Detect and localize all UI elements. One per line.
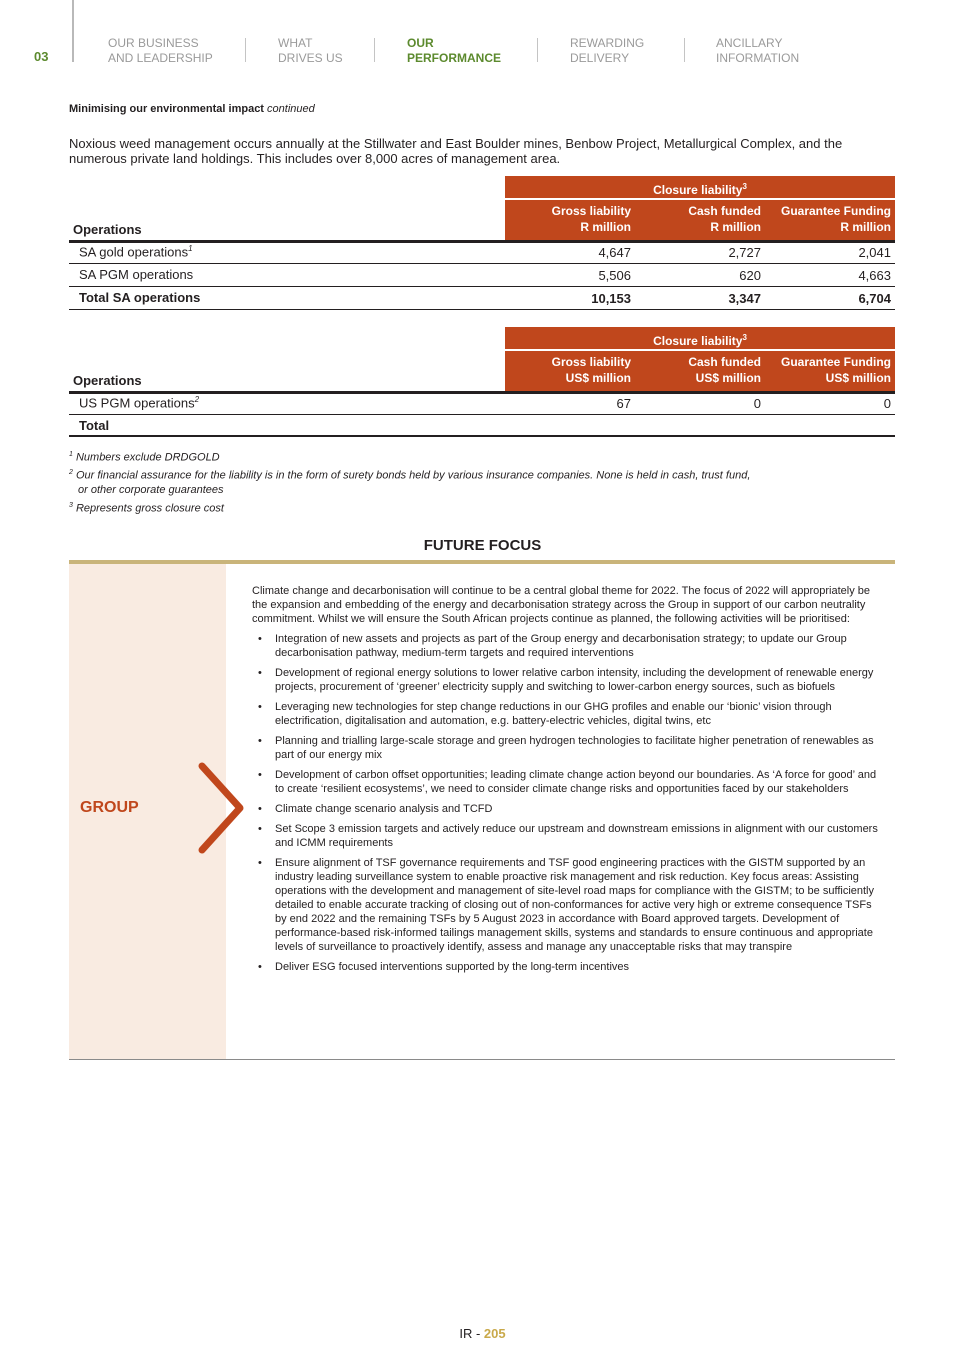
list-item: • Deliver ESG focused interventions supported by the long-term incentives [258,961,630,973]
page-footer [0,1326,965,1341]
future-focus-bottom-rule [69,1059,895,1060]
header-line: R million [710,220,761,234]
page-number: 03 [34,49,49,64]
header-line: US$ million [825,371,891,385]
row-divider [69,286,895,287]
nav-our-performance[interactable] [407,36,501,66]
cell-guarantee: 6,704 [858,291,891,306]
future-focus-intro: Climate change and decarbonisation will continue to be a central global theme for 2022. The focus of 2022 will appropriately be the expansion and embedding of the energy and decarbonisation strategy across the Group in support of our carbon neutrality commitment. Whilst we will ensure the South African projects continue as planned, the following activities will be prioritised: [252,585,871,625]
footnote-2: $^2$ Our financial assurance for the liability is in the form of surety bonds held by various insurance companies. None is held in cash, trust fund, or other corporate guarantees [69,469,751,496]
cell-guarantee: 0 [883,396,891,411]
nav-separator [537,38,538,62]
list-item: • Integration of new assets and projects as part of the Group energy and decarbonisation strategy; to update our Group decarbonisation pathway, medium-term targets and required interventions [258,633,847,659]
section-title-continued: continued [267,103,315,115]
nav-label: DELIVERY [570,51,630,65]
header-guarantee-funding [781,354,891,386]
header-line: R million [840,220,891,234]
table-row-label: SA PGM operations [79,267,194,282]
cell-gross: 4,647 [598,245,631,260]
nav-separator [374,38,375,62]
chevron-right-icon [194,760,250,860]
closure-liability-table-us [69,327,895,439]
header-rule [69,391,895,394]
table-row-label: SA gold operations$^1$ [79,244,193,260]
future-focus-title: FUTURE FOCUS [423,537,542,554]
band-title-text: Closure liability [653,183,743,197]
list-item: • Set Scope 3 emission targets and actively reduce our upstream and downstream emissions in alignment with our customers and ICMM requirements [258,823,878,849]
header-line: Gross liability [551,355,631,369]
footnote-3: $^3$ Represents gross closure cost [69,502,224,515]
nav-label: WHAT [278,36,313,50]
list-item: • Planning and trialling large-scale storage and green hydrogen technologies to facilitate higher penetration of renewables as part of our energy mix [258,735,874,761]
nav-what-drives-us[interactable] [278,36,343,66]
band-title-sup: 3 [742,182,747,191]
header-guarantee-funding [781,203,891,235]
table-row-label: Total SA operations [79,290,201,305]
section-title [69,103,315,115]
section-title-main: Minimising our environmental impact [69,103,264,115]
operations-label: Operations [73,222,142,237]
footnote-2-continued: or other corporate guarantees [78,483,224,496]
group-label: GROUP [80,799,139,816]
list-item: • Leveraging new technologies for step change reductions in our GHG profiles and enable our ‘bionic’ vision through electrification, digitalisation and automation, e.g. battery-electric vehicles, digital twins, etc [258,701,832,727]
intro-paragraph: Noxious weed management occurs annually at the Stillwater and East Boulder mines, Benbow Project, Metallurgical Complex, and the numerous private land holdings. This includes over 8,000 acres of management area. [69,136,843,166]
row-divider [69,414,895,415]
nav-label: PERFORMANCE [407,51,502,65]
cell-cash: 0 [753,396,761,411]
header-rule [69,240,895,243]
cell-guarantee: 2,041 [858,245,891,260]
nav-label: INFORMATION [716,51,800,65]
nav-label: REWARDING [570,36,645,50]
page-header [0,0,965,80]
nav-our-business[interactable] [108,36,213,66]
header-line: US$ million [695,371,761,385]
header-gross-liability [552,354,631,386]
nav-label: AND LEADERSHIP [108,51,213,65]
header-line: Gross liability [551,204,631,218]
header-cash-funded [688,354,761,386]
header-line: Guarantee Funding [780,355,891,369]
row-divider [69,309,895,310]
header-cash-funded [688,203,761,235]
header-line: Cash funded [688,204,761,218]
operations-label: Operations [73,373,142,388]
future-focus-list [252,632,886,974]
band-title-sup: 3 [742,333,747,342]
table-row-label: Total [79,418,110,433]
header-line: Cash funded [688,355,761,369]
list-item: • Climate change scenario analysis and TCFD [258,803,493,815]
table-bottom-rule [69,435,895,437]
header-line: US$ million [565,371,631,385]
nav-rewarding-delivery[interactable] [570,36,644,66]
nav-separator [245,38,246,62]
table-row-label: US PGM operations$^2$ [79,395,200,411]
footer-page-number: 205 [483,1326,506,1341]
header-divider [72,0,74,62]
nav-label: DRIVES US [278,51,343,65]
row-divider [69,263,895,264]
table-header-band [505,351,895,391]
table-band-title [505,176,895,198]
list-item: • Development of regional energy solutions to lower relative carbon intensity, including the development of renewable energy projects, procurement of ‘greener’ electricity supply and switching to lower-carbon energy sources, such as biofuels [258,667,874,693]
cell-gross: 10,153 [591,291,631,306]
nav-separator [684,38,685,62]
cell-cash: 2,727 [728,245,761,260]
header-gross-liability [552,203,631,235]
future-focus-body [252,584,886,980]
footer-prefix: IR - [459,1326,484,1341]
nav-label: OUR [407,36,434,50]
table-band-title [505,327,895,349]
table-header-band [505,200,895,240]
cell-gross: 5,506 [598,268,631,283]
nav-label: OUR BUSINESS [108,36,199,50]
nav-label: ANCILLARY [716,36,783,50]
nav-ancillary-information[interactable] [716,36,799,66]
header-line: Guarantee Funding [780,204,891,218]
closure-liability-table-sa [69,176,895,312]
band-title-text: Closure liability [653,334,743,348]
footnote-1: $^1$ Numbers exclude DRDGOLD [69,451,220,464]
list-item: • Development of carbon offset opportunities; leading climate change action beyond our boundaries. As ‘A force for good’ and to create ‘resilient ecosystems’, we need to consider climate change risks and opportunities faced by our stakeholders [258,769,877,795]
cell-guarantee: 4,663 [858,268,891,283]
header-line: R million [580,220,631,234]
cell-gross: 67 [616,396,631,411]
cell-cash: 620 [739,268,761,283]
cell-cash: 3,347 [728,291,761,306]
list-item: • Ensure alignment of TSF governance requirements and TSF good engineering practices with the GISTM supported by an industry leading surveillance system to enable proactive risk management and risk reduction. Key focus areas: Assisting operations with the development and management of site-level road maps for compliance with the GISTM; to be sufficiently detailed to enable accurate tracking of closing out of non-conformances for active very high or extreme consequence TSFs by end 2022 and the remaining TSFs by 5 August 2023 in accordance with Board approved targets. Development of performance-based risk-informed tailings management skills, systems and standards to ensure continuous and appropriate levels of surveillance to proactively identify, assess and manage any unacceptable risks that may transpire [258,857,874,953]
